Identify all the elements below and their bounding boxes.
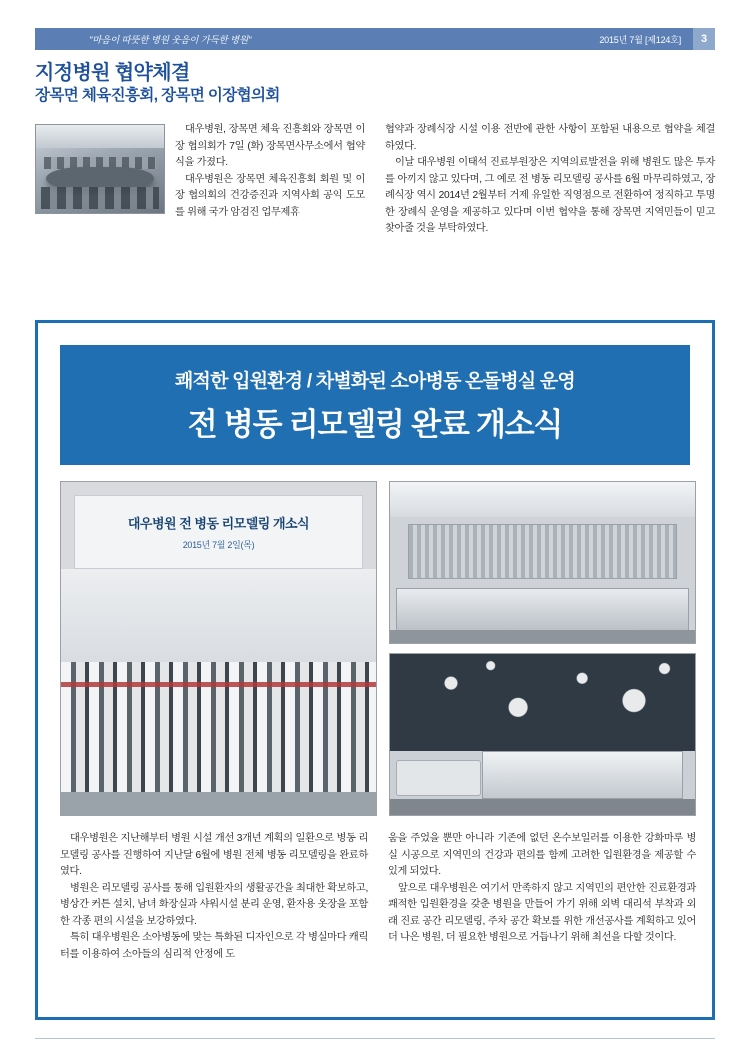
feature-banner-line2: 전 병동 리모델링 완료 개소식	[187, 407, 563, 442]
feature-column-right	[388, 831, 696, 947]
header-tagline: "마음이 따뜻한 병원 웃음이 가득한 병원"	[89, 35, 252, 46]
ceremony-banner-date: 2015년 7월 2일(목)	[182, 539, 255, 550]
nurse-wall-panel-detail	[408, 524, 676, 579]
ward-bed-detail	[396, 760, 481, 795]
nurse-ceiling-detail	[390, 482, 695, 517]
page-subtitle: 장목면 체육진흥회, 장목면 이장협의회	[35, 87, 280, 104]
header-issue-label: 2015년 7월 [제124호]	[599, 34, 681, 45]
feature-paragraph-3: 특히 대우병원은 소아병동에 맞는 특화된 디자인으로 각 병실마다 캐릭터를 이용하여 소아들의 심리적 안정에 도	[60, 932, 368, 960]
feature-photo-grid	[60, 481, 696, 816]
feature-banner	[60, 345, 690, 465]
feature-banner-line1: 쾌적한 입원환경 / 차별화된 소아병동 온돌병실 운영	[175, 371, 575, 392]
ceremony-banner-sign	[74, 495, 364, 568]
feature-paragraph-2: 병원은 리모델링 공사를 통해 입원환자의 생활공간을 최대한 확보하고, 병상간 커튼 설치, 남녀 화장실과 샤워시설 분리 운영, 환자용 옷장을 포함한 각종 편의 시설을 보강하였다.	[60, 882, 368, 927]
ceremony-photo	[60, 481, 377, 816]
page-title: 지정병원 협약체결	[35, 62, 190, 84]
top-article-header	[35, 62, 715, 106]
top-paragraph-2: 대우병원은 장목면 체육진흥회 회원 및 이장 협의회의 건강증진과 지역사회 공익 도모를 위해 국가 암검진 업무제휴	[175, 173, 365, 218]
meeting-photo	[35, 124, 165, 214]
top-paragraph-3: 협약과 장례식장 시설 이용 전반에 관한 사항이 포함된 내용으로 협약을 체결하였다.	[385, 124, 715, 152]
feature-paragraph-4: 움을 주었을 뿐만 아니라 기존에 없던 온수보일러를 이용한 강화마루 병실 시공으로 지역민의 건강과 편의를 함께 고려한 입원환경을 제공할 수 있게 되었다.	[388, 833, 696, 878]
nurse-floor-detail	[390, 630, 695, 643]
top-paragraph-1: 대우병원, 장목면 체육 진흥회와 장목면 이장 협의회가 7일 (화) 장목면사무소에서 협약식을 가졌다.	[175, 124, 365, 169]
photo-ceiling-detail	[36, 125, 164, 148]
top-article-body	[35, 122, 715, 302]
photo-foreground-row	[41, 187, 159, 210]
page-header-bar	[35, 28, 715, 50]
ward-floor-detail	[390, 799, 695, 815]
footer-divider	[35, 1038, 715, 1039]
top-article-column-left	[35, 122, 365, 221]
nurse-counter-detail	[396, 588, 689, 633]
nurse-station-photo	[389, 481, 696, 644]
feature-column-left	[60, 831, 368, 963]
feature-paragraph-1: 대우병원은 지난해부터 병원 시설 개선 3개년 계획의 일환으로 병동 리모델링 공사를 진행하여 지난달 6월에 병원 전체 병동 리모델링을 완료하였다.	[60, 833, 368, 878]
top-paragraph-4: 이날 대우병원 이태석 진료부원장은 지역의료발전을 위해 병원도 많은 투자를 아끼지 않고 있다며, 그 예로 전 병동 리모델링 공사를 6월 마무리하였고, 장례식장 역시 2014년 2월부터 거제 유일한 직영점으로 전환하여 정직하고 투명한 장례식 운영을 제공하고 있다며 이번 협약을 통해 장목면 지역민들이 믿고 찾아줄 것을 부탁하였다.	[385, 157, 715, 235]
feature-article-box	[35, 320, 715, 1020]
top-article-column-right	[385, 122, 715, 238]
ward-lobby-photo	[389, 653, 696, 816]
feature-paragraph-5: 앞으로 대우병원은 여기서 만족하지 않고 지역민의 편안한 진료환경과 쾌적한 입원환경을 갖춘 병원을 만들어 가기 위해 외벽 대리석 부착과 외래 진료 공간 리모델링, 주차 공간 확보를 위한 개선공사를 계획하고 있어 더 나은 병원, 더 필요한 병원으로 거듭나기 위해 최선을 다할 것이다.	[388, 882, 696, 944]
ceremony-banner-title: 대우병원 전 병동 리모델링 개소식	[127, 515, 310, 531]
ceremony-ribbon-detail	[61, 682, 376, 687]
ward-dot-pattern-detail	[390, 654, 695, 751]
ward-desk-detail	[482, 751, 683, 799]
ceremony-floor-detail	[61, 792, 376, 815]
page-number-badge: 3	[693, 28, 715, 50]
